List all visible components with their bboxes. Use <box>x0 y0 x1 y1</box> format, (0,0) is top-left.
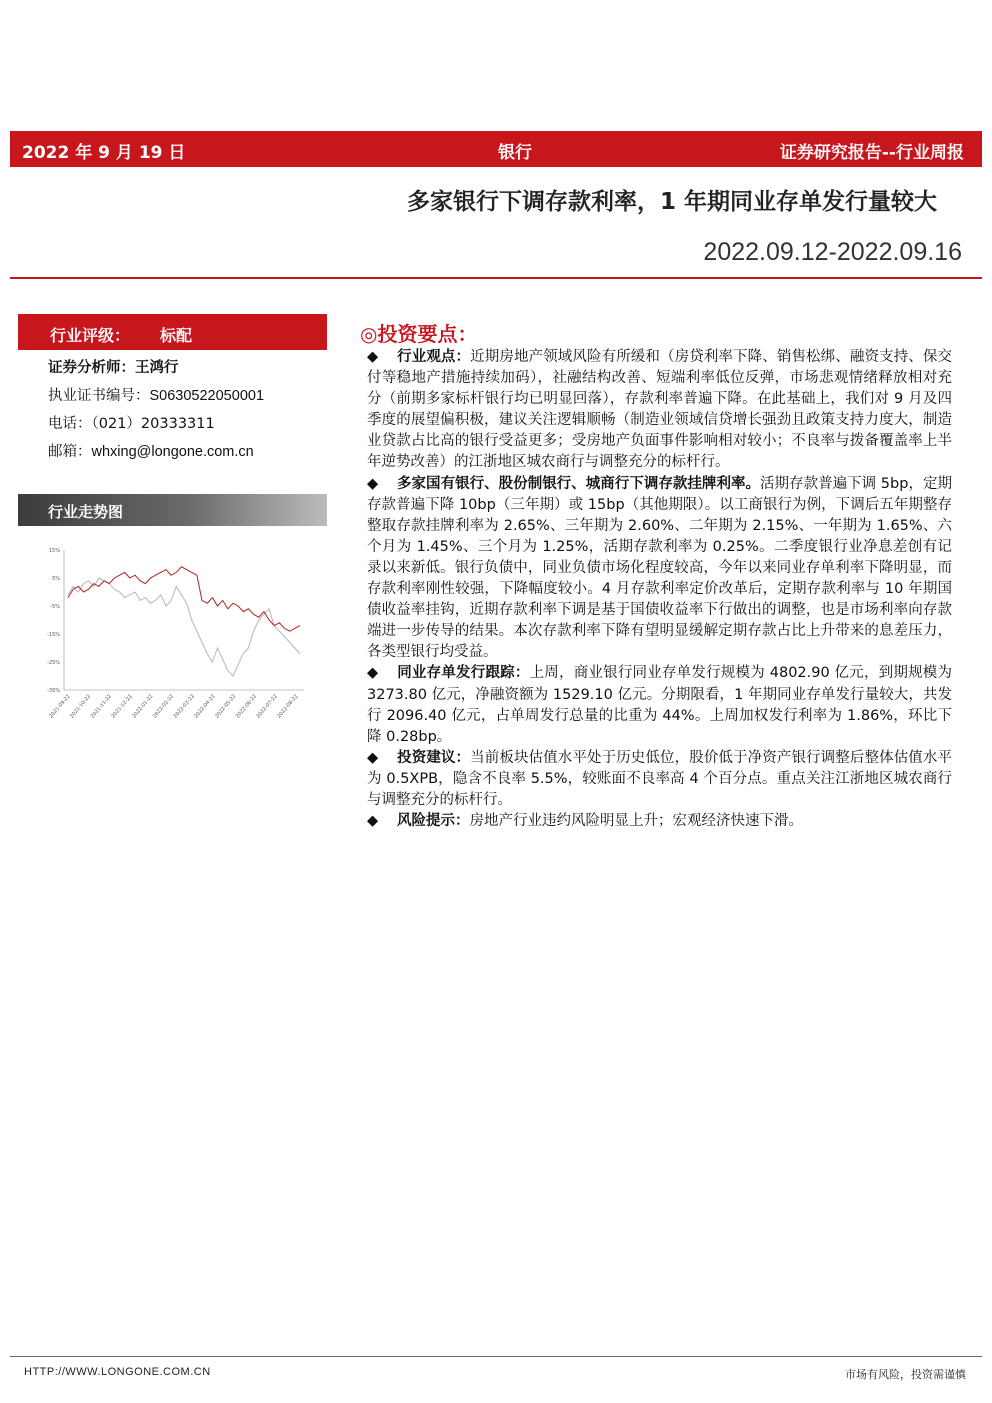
y-tick-label: -25% <box>47 660 60 666</box>
footer-risk-note: 市场有风险，投资需谨慎 <box>845 1368 966 1381</box>
phone-line <box>48 412 215 433</box>
point-text: 房地产行业违约风险明显上升；宏观经济快速下滑。 <box>469 813 803 830</box>
analyst-label: 证券分析师： <box>48 360 135 376</box>
bullet-icon: ◆ <box>367 749 379 766</box>
investment-point <box>367 474 952 664</box>
x-tick-label: 2022-08-22 <box>276 693 300 720</box>
y-tick-label: 5% <box>52 576 60 582</box>
x-tick-label: 2022-07-22 <box>255 693 279 720</box>
header-bar <box>10 131 982 167</box>
point-text: 近期房地产领域风险有所缓和（房贷利率下降、销售松绑、融资支持、保交付等稳地产措施持续加码），社融结构改善、短端利率低位反弹，市场悲观情绪释放相对充分（前期多家标杆银行均已明显回落），存款利率普遍下降。在此基础上，我们对 9 月及四季度的展望偏积极，建议关注逻辑顺畅（制造业领域信贷增长强劲且政策支持力度大，制造业贷款占比高的银行受益更多；受房地产负面事件影响相对较小；不良率与拨备覆盖率上半年逆势改善）的江浙地区城农商行与调整充分的标杆行。 <box>367 349 953 471</box>
investment-point <box>367 811 952 832</box>
x-tick-label: 2021-09-22 <box>48 693 72 720</box>
y-tick-label: -5% <box>50 604 60 610</box>
point-text: 活期存款普遍下调 5bp，定期存款普遍下降 10bp（三年期）或 15bp（其他期限）。以工商银行为例，下调后五年期整存整取存款挂牌利率为 2.65%、三年期为 2.60%、二年期为 2.15%、一年期为 1.65%、六个月为 1.45%、三个月为 1.25%，活期存款利率为 0.25%。二季度银行业净息差创有记录以来新低。银行负债中，同业负债市场化程度较高，今年以来同业存单利率下降明显，而存款利率刚性较强，下降幅度较小。4 月存款利率定价改革后，定期存款利率与 10 年期国债收益率挂钩，近期存款利率下调是基于国债收益率下行做出的调整，也是市场利率向存款端进一步传导的结果。本次存款利率下降有望明显缓解定期存款占比上升带来的息差压力，各类型银行均受益。 <box>367 475 952 661</box>
cert-number: S0630522050001 <box>149 388 265 404</box>
rating-bar <box>18 314 327 350</box>
email-link[interactable]: whxing@longone.com.cn <box>91 444 254 460</box>
investment-point <box>367 663 952 747</box>
x-tick-label: 2022-04-22 <box>193 693 217 720</box>
bullet-icon: ◆ <box>367 349 379 365</box>
y-tick-label: 15% <box>48 548 60 554</box>
date-range: 2022.09.12-2022.09.16 <box>703 238 962 266</box>
report-date: 2022 年 9 月 19 日 <box>22 143 186 163</box>
point-text: 上周，商业银行同业存单发行规模为 4802.90 亿元，到期规模为 3273.80 亿元，净融资额为 1529.10 亿元。分期限看，1 年期同业存单发行量较大，共发行 2096.40 亿元，占单周发行总量的比重为 44%。上周加权发行利率为 1.86%，环比下降 0.28bp。 <box>367 665 952 745</box>
investment-point <box>367 347 952 474</box>
x-tick-label: 2021-12-22 <box>110 693 134 720</box>
header-divider <box>10 277 982 279</box>
series-line <box>68 578 300 676</box>
point-lead: 行业观点： <box>397 349 471 365</box>
bullet-icon: ◆ <box>367 813 379 830</box>
x-tick-label: 2022-06-22 <box>234 693 259 720</box>
y-tick-label: -15% <box>47 632 60 638</box>
report-sector: 银行 <box>498 143 532 163</box>
trend-title: 行业走势图 <box>48 503 124 521</box>
phone-number: （021）20333311 <box>91 416 215 432</box>
rating-label: 行业评级： <box>50 326 131 345</box>
bullet-icon: ◆ <box>367 665 379 682</box>
x-tick-label: 2021-11-22 <box>89 693 113 720</box>
y-tick-label: -35% <box>47 688 60 694</box>
email-label: 邮箱： <box>48 444 92 460</box>
investment-point <box>367 748 952 811</box>
footer-divider <box>10 1356 982 1357</box>
x-tick-label: 2021-10-22 <box>68 693 93 720</box>
point-lead: 风险提示： <box>397 813 470 830</box>
point-lead: 多家国有银行、股份制银行、城商行下调存款挂牌利率。 <box>397 475 761 492</box>
point-lead: 投资建议： <box>397 749 471 766</box>
point-lead: 同业存单发行跟踪： <box>397 665 530 682</box>
trend-chart-svg <box>28 538 324 738</box>
rating-value: 标配 <box>160 326 193 345</box>
footer-url[interactable]: HTTP://WWW.LONGONE.COM.CN <box>24 1366 211 1378</box>
report-type: 证券研究报告--行业周报 <box>779 143 964 163</box>
email-line <box>48 440 254 461</box>
cert-line <box>48 384 264 405</box>
phone-label: 电话： <box>48 416 92 432</box>
x-tick-label: 2022-02-22 <box>151 693 176 720</box>
analyst-name: 王鸿行 <box>135 360 179 376</box>
x-tick-label: 2022-05-22 <box>214 693 238 720</box>
analyst-line <box>48 356 179 377</box>
x-tick-label: 2022-03-22 <box>172 693 196 720</box>
bullet-icon: ◆ <box>367 475 379 492</box>
industry-trend-chart <box>28 538 324 738</box>
point-text: 当前板块估值水平处于历史低位，股价低于净资产银行调整后整体估值水平为 0.5XPB，隐含不良率 5.5%，较账面不良率高 4 个百分点。重点关注江浙地区城农商行与调整充分的标杆行。 <box>367 749 953 808</box>
page-title: 多家银行下调存款利率，1 年期同业存单发行量较大 <box>406 189 937 215</box>
x-tick-label: 2022-01-22 <box>131 693 155 720</box>
trend-bar <box>18 494 327 526</box>
section-title: ◎投资要点： <box>360 322 478 346</box>
cert-label: 执业证书编号： <box>48 388 150 404</box>
investment-points <box>367 347 952 832</box>
